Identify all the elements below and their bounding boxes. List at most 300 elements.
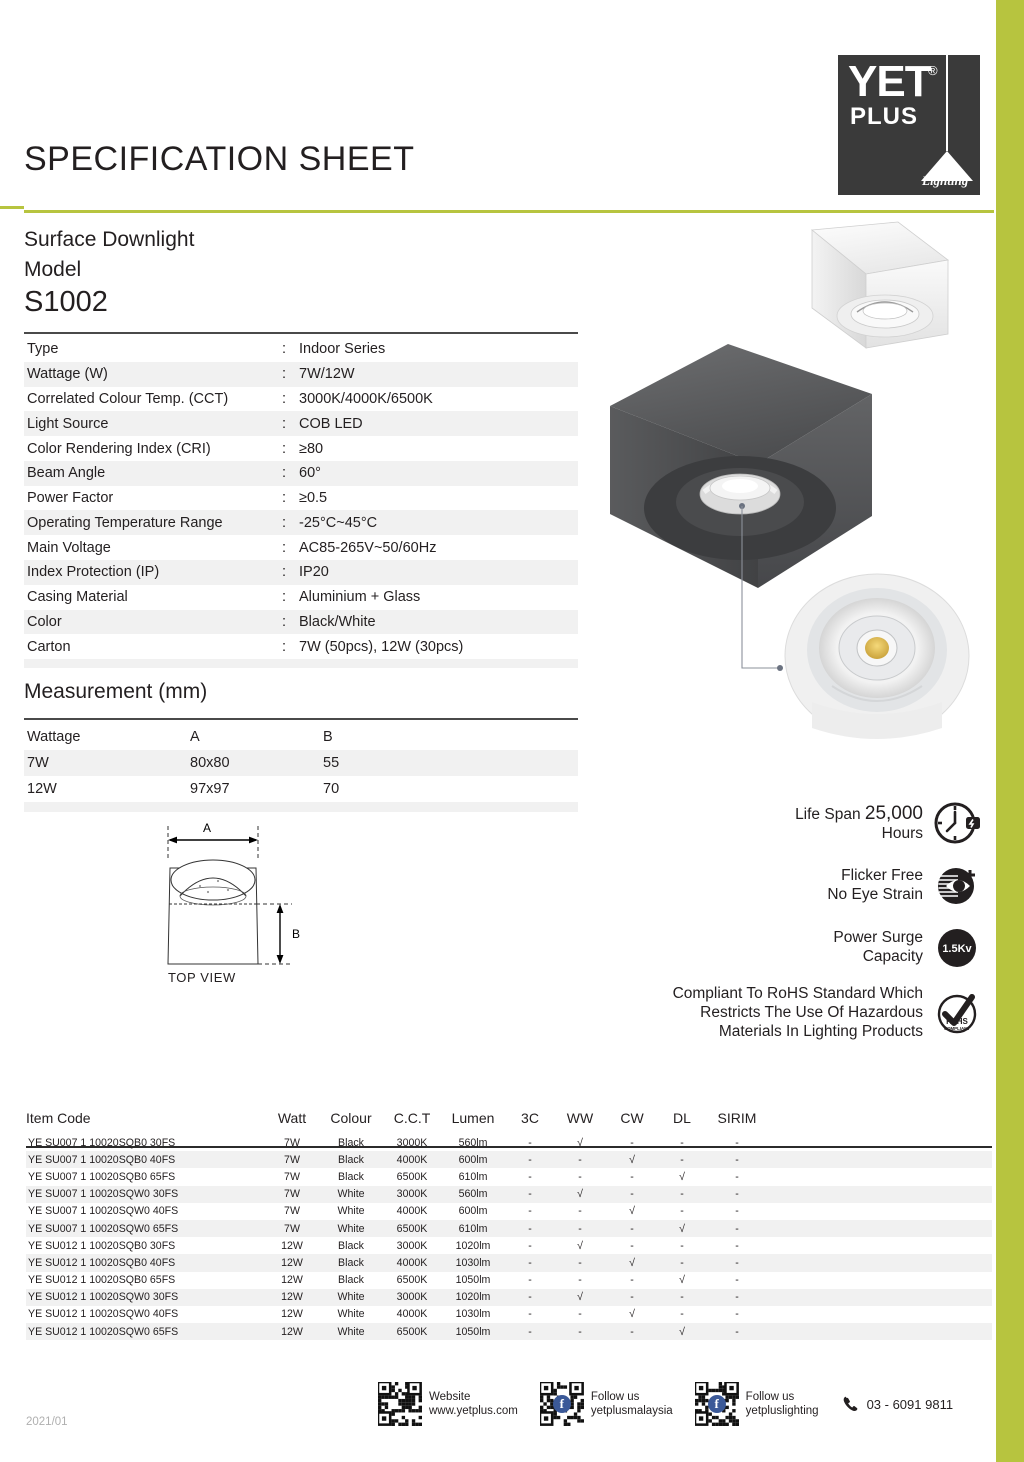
spec-row [24,461,578,486]
item-cell-spacer [768,1306,992,1323]
item-table-row [26,1289,992,1306]
item-cell-watt: 7W [284,1136,300,1149]
item-table-header-lumen: Lumen [451,1110,495,1126]
spec-value: 60° [299,465,321,482]
drawing-caption: TOP VIEW [168,970,236,985]
item-cell-colour: Black [338,1274,364,1287]
footer-entry [695,1382,819,1426]
spec-separator: : [282,440,287,457]
item-cell-ww: - [578,1153,582,1166]
item-cell-code: YE SU012 1 10020SQW0 40FS [28,1308,179,1321]
item-cell-spacer [768,1186,992,1203]
footer-entry-line1: Follow us [590,1391,640,1403]
spec-value: Aluminium + Glass [299,589,421,606]
product-photos [580,216,1000,796]
measurement-header-row [24,724,578,750]
item-cell-dl: - [680,1239,684,1252]
item-cell-lumen: 1030lm [455,1256,491,1269]
clock-battery-icon [932,798,982,848]
spec-key: Main Voltage [27,539,111,556]
logo-yet-text: YET [848,57,931,106]
item-cell-sirim: - [735,1239,739,1252]
spec-separator: : [282,564,287,581]
spec-separator: : [282,514,287,531]
item-cell-code: YE SU007 1 10020SQW0 40FS [28,1205,179,1218]
item-code-table [26,1108,992,1340]
item-cell-dl: - [680,1205,684,1218]
item-cell-cct: 3000K [396,1239,428,1252]
spec-key: Power Factor [27,490,114,507]
svg-text:B: B [292,927,301,941]
rohs-check-icon [932,988,982,1038]
item-cell-dl: - [680,1256,684,1269]
spec-separator: : [282,415,287,432]
spec-key: Correlated Colour Temp. (CCT) [27,390,229,407]
item-cell-watt: 12W [281,1308,303,1321]
item-cell-cct: 3000K [396,1188,428,1201]
feature-power-surge [600,922,982,972]
feature-life-span-text [795,804,932,843]
item-cell-ww: √ [577,1136,583,1149]
spec-separator: : [282,539,287,556]
item-cell-lumen: 610lm [458,1170,488,1183]
spec-row [24,362,578,387]
item-cell-c3: - [528,1325,532,1338]
item-cell-cw: √ [629,1153,635,1166]
item-cell-cw: √ [629,1205,635,1218]
feature-flicker-free [600,860,982,910]
item-cell-colour: Black [338,1239,364,1252]
spec-row [24,585,578,610]
item-cell-code: YE SU012 1 10020SQB0 30FS [28,1239,176,1252]
item-cell-code: YE SU012 1 10020SQB0 40FS [28,1256,176,1269]
surge-badge-label: 1.5Kv [942,943,972,955]
item-table-header-3c: 3C [521,1110,539,1126]
product-model-number: S1002 [24,286,108,318]
item-cell-sirim: - [735,1222,739,1235]
footer-entry-text [746,1390,819,1418]
item-cell-colour: Black [338,1153,364,1166]
item-cell-cw: - [630,1188,634,1201]
measurement-cell: 80x80 [190,755,230,771]
item-cell-dl: √ [679,1274,685,1287]
spec-value: Indoor Series [299,341,386,358]
surge-badge-icon [932,922,982,972]
logo-plus-text: PLUS [850,103,919,130]
item-cell-code: YE SU007 1 10020SQB0 65FS [28,1170,176,1183]
measurement-title: Measurement (mm) [24,680,208,703]
item-cell-lumen: 560lm [458,1136,488,1149]
item-cell-watt: 12W [281,1325,303,1338]
item-cell-cct: 4000K [396,1308,428,1321]
item-cell-c3: - [528,1256,532,1269]
spec-separator: : [282,390,287,407]
spec-row [24,634,578,659]
measurement-row [24,750,578,776]
item-table-header-watt: Watt [277,1110,307,1126]
feature-life-span-line2: Hours [881,824,923,842]
item-cell-cw: - [630,1136,634,1149]
footer-entry-line2[interactable]: www.yetplus.com [429,1405,518,1417]
item-table-header-cct: C.C.T [393,1110,431,1126]
spec-key: Wattage (W) [27,366,108,383]
item-cell-sirim: - [735,1153,739,1166]
item-cell-cw: √ [629,1256,635,1269]
item-cell-cct: 6500K [396,1274,428,1287]
spec-separator: : [282,490,287,507]
item-cell-code: YE SU012 1 10020SQW0 65FS [28,1325,179,1338]
feature-power-surge-text [833,928,932,966]
spec-separator: : [282,589,287,606]
footer-entry-line1: Website [429,1391,471,1403]
item-cell-c3: - [528,1188,532,1201]
item-cell-cw: √ [629,1308,635,1321]
item-cell-sirim: - [735,1308,739,1321]
item-table-row [26,1237,992,1254]
measurement-header-cell: Wattage [27,729,81,745]
feature-rohs-text [673,984,932,1041]
measurement-row [24,802,578,812]
spec-separator: : [282,341,287,358]
feature-rohs-line1: Compliant To RoHS Standard Which [672,985,923,1002]
item-table-header-row [26,1108,992,1134]
measurement-header-cell: B [323,729,333,745]
item-cell-dl: √ [679,1170,685,1183]
spec-row [24,535,578,560]
product-photo-black-unit [610,344,872,588]
item-cell-lumen: 600lm [458,1153,488,1166]
item-cell-watt: 12W [281,1291,303,1304]
spec-row [24,387,578,412]
item-cell-c3: - [528,1239,532,1252]
feature-life-span [600,798,982,848]
item-cell-ww: - [578,1205,582,1218]
item-cell-ww: - [578,1256,582,1269]
item-cell-watt: 7W [284,1205,300,1218]
spec-value: 7W (50pcs), 12W (30pcs) [299,638,464,655]
feature-rohs-line2: Restricts The Use Of Hazardous [700,1004,923,1021]
product-photo-white-unit [812,222,948,348]
item-cell-ww: - [578,1222,582,1235]
right-accent-rail [996,0,1024,1462]
item-cell-dl: √ [679,1222,685,1235]
item-cell-ww: √ [577,1188,583,1201]
item-cell-lumen: 600lm [458,1205,488,1218]
item-table-header-dl: DL [673,1110,691,1126]
qr-code-icon[interactable] [695,1382,739,1426]
footer-entry [540,1382,673,1426]
dimension-drawing [140,818,370,993]
item-cell-colour: Black [338,1170,364,1183]
item-cell-cct: 4000K [396,1256,428,1269]
measurement-cell: 7W [27,755,49,771]
rohs-sublabel: COMPLIANT [943,1025,971,1031]
item-cell-lumen: 1020lm [455,1291,491,1304]
facebook-icon: f [553,1395,571,1413]
logo-registered-mark: ® [928,63,938,78]
item-cell-dl: - [680,1136,684,1149]
measurement-cell: 55 [323,755,340,771]
item-cell-code: YE SU007 1 10020SQW0 30FS [28,1188,179,1201]
item-table-row [26,1168,992,1185]
feature-rohs [600,984,982,1041]
feature-power-surge-line1: Power Surge [833,929,923,946]
item-cell-ww: - [578,1274,582,1287]
item-cell-ww: - [578,1325,582,1338]
item-cell-watt: 7W [284,1153,300,1166]
item-cell-watt: 7W [284,1188,300,1201]
footer-contact-bar [378,1382,953,1426]
spec-separator: : [282,638,287,655]
spec-separator: : [282,613,287,630]
item-cell-colour: White [337,1291,365,1304]
measurement-header-cell: A [190,729,200,745]
item-table-header-sirim: SIRIM [717,1110,757,1126]
item-cell-code: YE SU007 1 10020SQB0 30FS [28,1136,176,1149]
item-cell-spacer [768,1272,992,1289]
item-cell-cw: - [630,1291,634,1304]
item-cell-spacer [768,1203,992,1220]
measurement-table [24,724,578,812]
spec-key [24,659,279,668]
spec-key: Carton [27,638,71,655]
item-cell-sirim: - [735,1291,739,1304]
spec-value: 7W/12W [299,366,355,383]
feature-flicker-free-line1: Flicker Free [841,867,923,884]
item-cell-dl: - [680,1188,684,1201]
spec-value: ≥80 [299,440,324,457]
item-cell-ww: - [578,1308,582,1321]
spec-row [24,411,578,436]
spec-row [24,337,578,362]
measurement-row [24,776,578,802]
measurement-cell [24,802,187,812]
brand-logo [838,55,980,195]
spec-value: -25°C~45°C [299,514,378,531]
item-cell-colour: White [337,1188,365,1201]
item-cell-lumen: 1030lm [455,1308,491,1321]
spec-key: Operating Temperature Range [27,514,223,531]
item-cell-sirim: - [735,1205,739,1218]
item-cell-spacer [768,1323,992,1340]
spec-value: COB LED [299,415,363,432]
footer-entry-line2[interactable]: yetpluslighting [745,1405,819,1417]
item-table-row [26,1272,992,1289]
qr-code-icon[interactable] [378,1382,422,1426]
spec-value: 3000K/4000K/6500K [299,390,433,407]
svg-text:A: A [202,821,212,835]
header-divider [24,210,994,213]
spec-separator [279,659,296,668]
facebook-icon: f [708,1395,726,1413]
item-cell-code: YE SU012 1 10020SQB0 65FS [28,1274,176,1287]
measurement-cell: 12W [27,781,57,797]
item-cell-cct: 6500K [396,1222,428,1235]
item-cell-code: YE SU007 1 10020SQW0 65FS [28,1222,179,1235]
item-cell-code: YE SU007 1 10020SQB0 40FS [28,1153,176,1166]
item-cell-cct: 3000K [396,1291,428,1304]
item-cell-c3: - [528,1136,532,1149]
phone-number: 03 - 6091 9811 [866,1396,954,1412]
spec-value: IP20 [299,564,329,581]
measurement-cell [187,802,320,812]
logo-lighting-script: Lighting [922,173,969,188]
spec-value: AC85-265V~50/60Hz [299,539,437,556]
feature-flicker-free-text [827,866,932,904]
footer-entry-line2[interactable]: yetplusmalaysia [590,1405,673,1417]
item-cell-sirim: - [735,1170,739,1183]
item-cell-cw: - [630,1239,634,1252]
item-cell-spacer [768,1168,992,1185]
spec-row [24,510,578,535]
item-cell-lumen: 1020lm [455,1239,491,1252]
item-cell-spacer [768,1254,992,1271]
item-cell-watt: 12W [281,1239,303,1252]
feature-badge-list [600,798,982,1053]
spec-row [24,436,578,461]
item-cell-cw: - [630,1222,634,1235]
item-cell-spacer [768,1289,992,1306]
item-cell-cct: 6500K [396,1170,428,1183]
phone-contact [841,1394,954,1414]
item-cell-spacer [768,1220,992,1237]
item-table-header-spacer [768,1108,992,1134]
page-title: SPECIFICATION SHEET [24,140,415,178]
item-cell-ww: √ [577,1291,583,1304]
feature-life-span-value: 25,000 [864,802,923,824]
footer-entry-text [429,1390,518,1418]
product-kind: Surface Downlight [24,228,195,251]
item-cell-ww: √ [577,1239,583,1252]
spec-key: Casing Material [27,589,128,606]
item-cell-dl: - [680,1153,684,1166]
item-cell-code: YE SU012 1 10020SQW0 30FS [28,1291,179,1304]
spec-key: Light Source [27,415,109,432]
item-table-header-code: Item Code [26,1110,91,1126]
spec-table-rule [24,332,578,334]
item-cell-watt: 12W [281,1274,303,1287]
item-table-header-cw: CW [620,1110,644,1126]
item-cell-c3: - [528,1170,532,1183]
footer-entry-text [591,1390,673,1418]
item-table-row [26,1220,992,1237]
item-cell-c3: - [528,1222,532,1235]
spec-row [24,486,578,511]
item-cell-lumen: 1050lm [455,1325,491,1338]
spec-row [24,659,578,668]
item-cell-spacer [768,1134,992,1151]
item-cell-cct: 3000K [396,1136,428,1149]
item-cell-lumen: 1050lm [455,1274,491,1287]
item-cell-colour: White [337,1222,365,1235]
item-cell-c3: - [528,1308,532,1321]
item-cell-ww: - [578,1170,582,1183]
item-cell-sirim: - [735,1256,739,1269]
spec-value: Black/White [299,613,376,630]
item-table-header-colour: Colour [330,1110,372,1126]
feature-flicker-free-line2: No Eye Strain [827,886,923,903]
footer-entry [378,1382,518,1426]
feature-power-surge-line2: Capacity [862,948,923,965]
item-cell-sirim: - [735,1274,739,1287]
spec-key: Type [27,341,59,358]
spec-value [296,659,578,668]
spec-separator: : [282,465,287,482]
item-cell-spacer [768,1151,992,1168]
item-cell-colour: White [337,1308,365,1321]
item-cell-lumen: 560lm [458,1188,488,1201]
item-cell-c3: - [528,1291,532,1304]
measurement-cell [320,802,578,812]
item-table-row [26,1186,992,1203]
item-cell-watt: 7W [284,1170,300,1183]
specification-table [24,337,578,668]
item-table-row [26,1203,992,1220]
item-cell-colour: White [337,1205,365,1218]
item-cell-cct: 4000K [396,1205,428,1218]
item-table-row [26,1323,992,1340]
rohs-label: RoHS [946,1016,968,1026]
item-cell-colour: Black [338,1256,364,1269]
pendant-lamp-icon [946,55,948,151]
spec-key: Color Rendering Index (CRI) [27,440,211,457]
measurement-cell: 97x97 [190,781,230,797]
spec-row [24,560,578,585]
item-cell-watt: 12W [281,1256,303,1269]
item-cell-c3: - [528,1153,532,1166]
item-table-row [26,1134,992,1151]
spec-value: ≥0.5 [299,490,328,507]
item-cell-c3: - [528,1274,532,1287]
item-table-row [26,1151,992,1168]
item-cell-sirim: - [735,1188,739,1201]
footer-entry-line1: Follow us [745,1391,795,1403]
spec-row [24,610,578,635]
item-cell-dl: √ [679,1325,685,1338]
item-cell-dl: - [680,1308,684,1321]
product-photo-lens-detail [785,574,969,739]
item-cell-colour: Black [338,1136,364,1149]
item-cell-dl: - [680,1291,684,1304]
item-table-header-ww: WW [566,1110,594,1126]
item-cell-cw: - [630,1170,634,1183]
item-cell-watt: 7W [284,1222,300,1235]
item-cell-cct: 6500K [396,1325,428,1338]
item-cell-lumen: 610lm [458,1222,488,1235]
measurement-cell: 70 [323,781,340,797]
item-cell-cw: - [630,1274,634,1287]
eye-flicker-icon [932,860,982,910]
header-divider-left [0,206,24,209]
spec-key: Color [27,613,62,630]
item-table-row [26,1254,992,1271]
measurement-table-rule [24,718,578,720]
item-cell-sirim: - [735,1136,739,1149]
item-cell-cw: - [630,1325,634,1338]
item-cell-c3: - [528,1205,532,1218]
qr-code-icon[interactable] [540,1382,584,1426]
item-cell-spacer [768,1237,992,1254]
spec-key: Index Protection (IP) [27,564,160,581]
item-cell-colour: White [337,1325,365,1338]
feature-life-span-line1-pre: Life Span [795,805,865,823]
product-model-label: Model [24,258,82,281]
spec-key: Beam Angle [27,465,106,482]
phone-icon [841,1394,861,1414]
item-table-row [26,1306,992,1323]
spec-separator: : [282,366,287,383]
feature-rohs-line3: Materials In Lighting Products [718,1023,923,1040]
